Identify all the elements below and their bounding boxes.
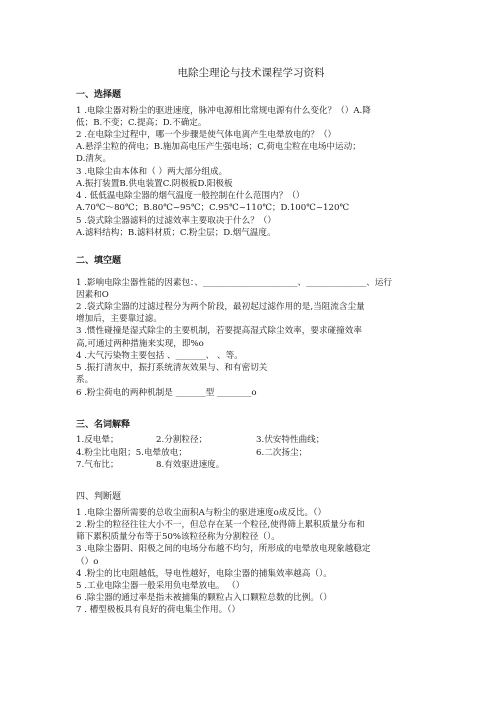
question-line: 3 .电除尘器阴、阳极之间的电场分布越不均匀，所形成的电晕放电现象越稳定 [76, 544, 371, 555]
term-item [256, 459, 426, 471]
term-item: 7.气布比； [76, 459, 119, 470]
question-line: 因素和O [76, 289, 109, 300]
question-line: 3 .电除尘由本体和（ ）两大部分组成。 [76, 166, 228, 177]
question-line: 6 .粉尘荷电的两种机制是 _______型 ________o [76, 387, 257, 398]
question-line: 系。 [76, 375, 94, 386]
term-item: 2.分割粒径； [156, 435, 208, 446]
question-line: A.滤料结构；B.滤料材质；C.粉尘层；D.烟气温度。 [76, 227, 276, 238]
terms-row [76, 459, 426, 471]
question-line: 4 . 低低温电除尘器的烟气温度一般控制在什么范围内？（） [76, 191, 305, 202]
question-line: （）o [76, 556, 99, 567]
question-line: 2 .粉尘的粒径往往大小不一，但总存在某一个粒径,使得筛上累积质量分布和 [76, 520, 365, 531]
question-line: 低；B.不变；C.提高；D.不确定。 [76, 117, 207, 128]
question-line: 筛下累积质量分布等于50%该粒径称为分割粒径（）。 [76, 532, 280, 543]
question-line: 1 .电除尘器对粉尘的驱进速度，脉冲电源相比常规电源有什么变化？（）A.降 [76, 105, 371, 116]
question-line: 2 .在电除尘过程中，哪一个步骤是使气体电离产生电晕放电的？（） [76, 130, 337, 141]
question-line: 5 .工业电除尘器一般采用负电晕放电。 （） [76, 581, 245, 592]
term-item: 6.二次扬尘； [256, 447, 308, 458]
question-line: A.70℃～80℃；B.80℃~95℃；C.95℃~110℃；D.100℃~120℃ [76, 203, 350, 214]
question-line: 增加后，主要靠过滤。 [76, 314, 162, 325]
question-line: 高,可通过两种措施来实现，即%o [76, 338, 204, 349]
question-line: A.振打装置B.供电装置C.阴极板D.阳极板 [76, 178, 233, 189]
document-body [76, 66, 426, 617]
section-heading-judge: 四、判断题 [76, 492, 122, 503]
terms-row [76, 434, 426, 446]
term-item: 3.伏安特性曲线； [256, 435, 325, 446]
question-line: 6 .除尘器的通过率是指未被捕集的颗粒占入口颗粒总数的比例。（） [76, 593, 332, 604]
term-item: 4.粉尘比电阻；5.电晕放电； [76, 447, 187, 458]
document-title: 电除尘理论与技术课程学习资料 [177, 67, 325, 79]
question-line: 1 .影响电除尘器性能的因素包：、______________________、______________、运行 [76, 277, 393, 288]
question-line: 7 . 槽型极板具有良好的荷电集尘作用。（） [76, 605, 241, 616]
term-item: 8.有效驱进速度。 [156, 459, 225, 470]
question-line: 5 .袋式除尘器滤料的过滤效率主要取决于什么？（） [76, 215, 276, 226]
section-heading-terms: 三、名词解释 [76, 419, 131, 430]
term-item: 1.反电晕； [76, 435, 119, 446]
question-line: 3 .惯性碰撞是湿式除尘的主要机制，若要提高湿式除尘效率，要求碰撞效率 [76, 326, 362, 337]
question-line: 5 .振打清灰中，振打系统清灰效果与、和有密切关 [76, 363, 268, 374]
question-line: 4 .粉尘的比电阻越低，导电性越好，电除尘器的捕集效率越高（）。 [76, 568, 332, 579]
question-line: D.清灰。 [76, 154, 112, 165]
question-line: 4 .大气污染物主要包括 、_______、 、等。 [76, 350, 243, 361]
terms-row [76, 447, 426, 459]
question-line: A.悬浮尘粒的荷电；B.施加高电压产生强电场；C,荷电尘粒在电场中运动； [76, 142, 361, 153]
section-heading-fill: 二、填空题 [76, 255, 122, 266]
section-heading-choice: 一、选择题 [76, 89, 122, 100]
question-line: 1 .电除尘器所需要的总收尘面积A与粉尘的驱进速度o成反比。（） [76, 507, 327, 518]
question-line: 2 .袋式除尘器的过滤过程分为两个阶段，最初起过滤作用的是,当阻流含尘量 [76, 302, 365, 313]
